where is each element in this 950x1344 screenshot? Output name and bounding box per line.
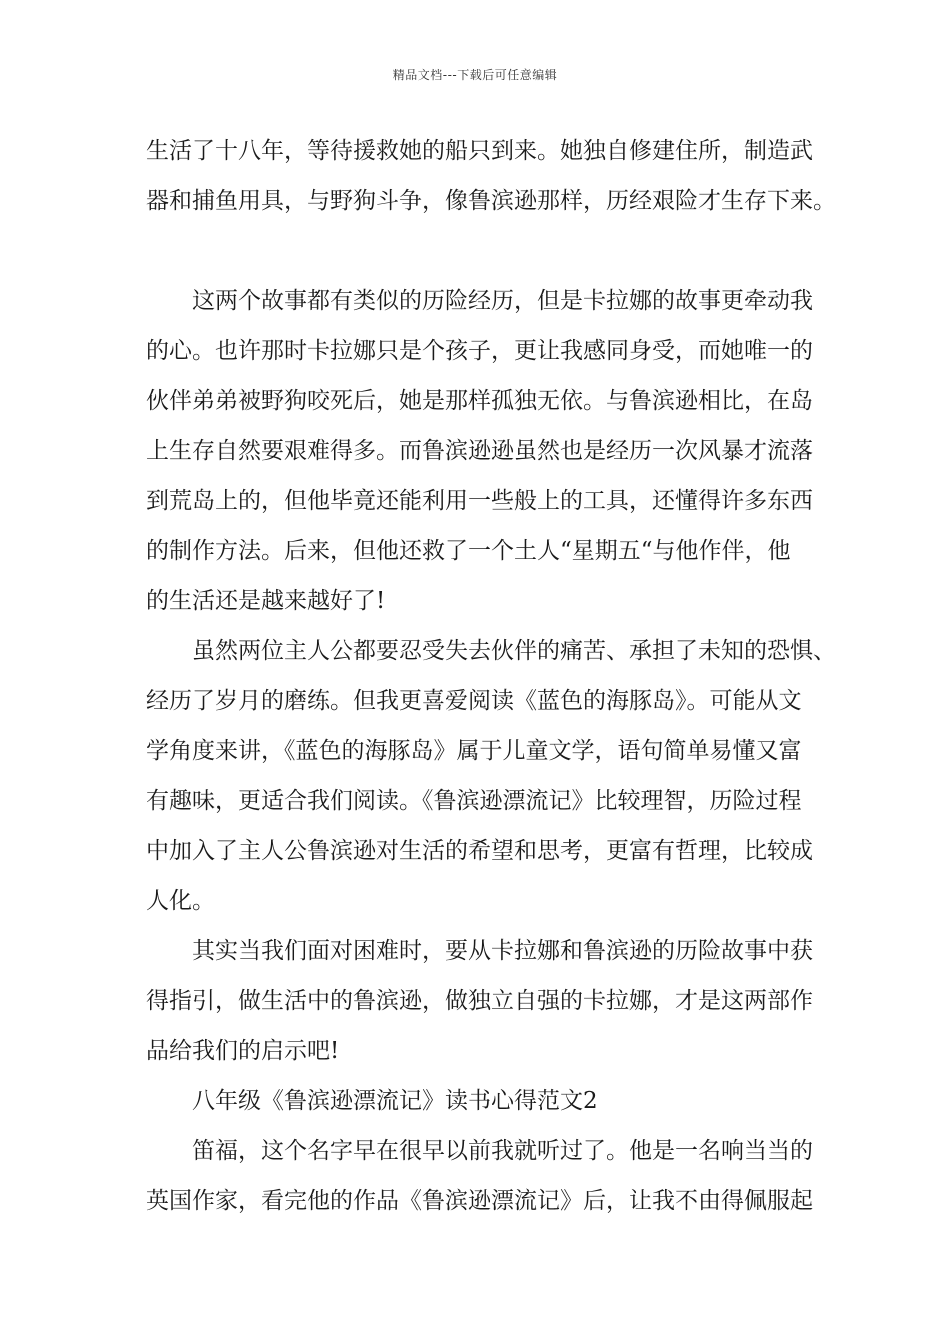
text-line: 器和捕鱼用具，与野狗斗争，像鲁滨逊那样，历经艰险才生存下来。 [146,188,836,214]
text-line: 品给我们的启示吧! [146,1038,340,1064]
text-line: 的心。也许那时卡拉娜只是个孩子，更让我感同身受，而她唯一的 [146,338,813,364]
page-header: 精品文档---下载后可任意编辑 [392,68,558,82]
paragraph-gap [146,226,806,276]
text-line: 英国作家，看完他的作品《鲁滨逊漂流记》后，让我不由得佩服起 [146,1188,813,1214]
document-body [146,126,836,1226]
text-line: 的生活还是越来越好了! [146,588,386,614]
paragraph-start-line: 这两个故事都有类似的历险经历，但是卡拉娜的故事更牵动我 [192,288,813,314]
text-line: 上生存自然要艰难得多。而鲁滨逊逊虽然也是经历一次风暴才流落 [146,438,813,464]
section-heading: 八年级《鲁滨逊漂流记》读书心得范文2 [192,1088,598,1114]
paragraph-start-line: 笛福，这个名字早在很早以前我就听过了。他是一名响当当的 [192,1138,813,1164]
text-line: 得指引，做生活中的鲁滨逊，做独立自强的卡拉娜，才是这两部作 [146,988,813,1014]
paragraph-start-line: 其实当我们面对困难时，要从卡拉娜和鲁滨逊的历险故事中获 [192,938,813,964]
text-line: 人化。 [146,888,215,914]
text-line: 的制作方法。后来，但他还救了一个土人“星期五“与他作伴，他 [146,538,791,564]
text-line: 伙伴弟弟被野狗咬死后，她是那样孤独无依。与鲁滨逊相比，在岛 [146,388,813,414]
text-line: 到荒岛上的，但他毕竟还能利用一些般上的工具，还懂得许多东西 [146,488,813,514]
text-line: 有趣味，更适合我们阅读。《鲁滨逊漂流记》比较理智，历险过程 [146,788,802,814]
paragraph-start-line: 虽然两位主人公都要忍受失去伙伴的痛苦、承担了未知的恐惧、 [192,638,836,664]
text-line: 经历了岁月的磨练。但我更喜爱阅读《蓝色的海豚岛》。可能从文 [146,688,802,714]
text-line: 学角度来讲，《蓝色的海豚岛》属于儿童文学，语句简单易懂又富 [146,738,802,764]
text-line: 生活了十八年，等待援救她的船只到来。她独自修建住所，制造武 [146,138,813,164]
text-line: 中加入了主人公鲁滨逊对生活的希望和思考，更富有哲理，比较成 [146,838,813,864]
